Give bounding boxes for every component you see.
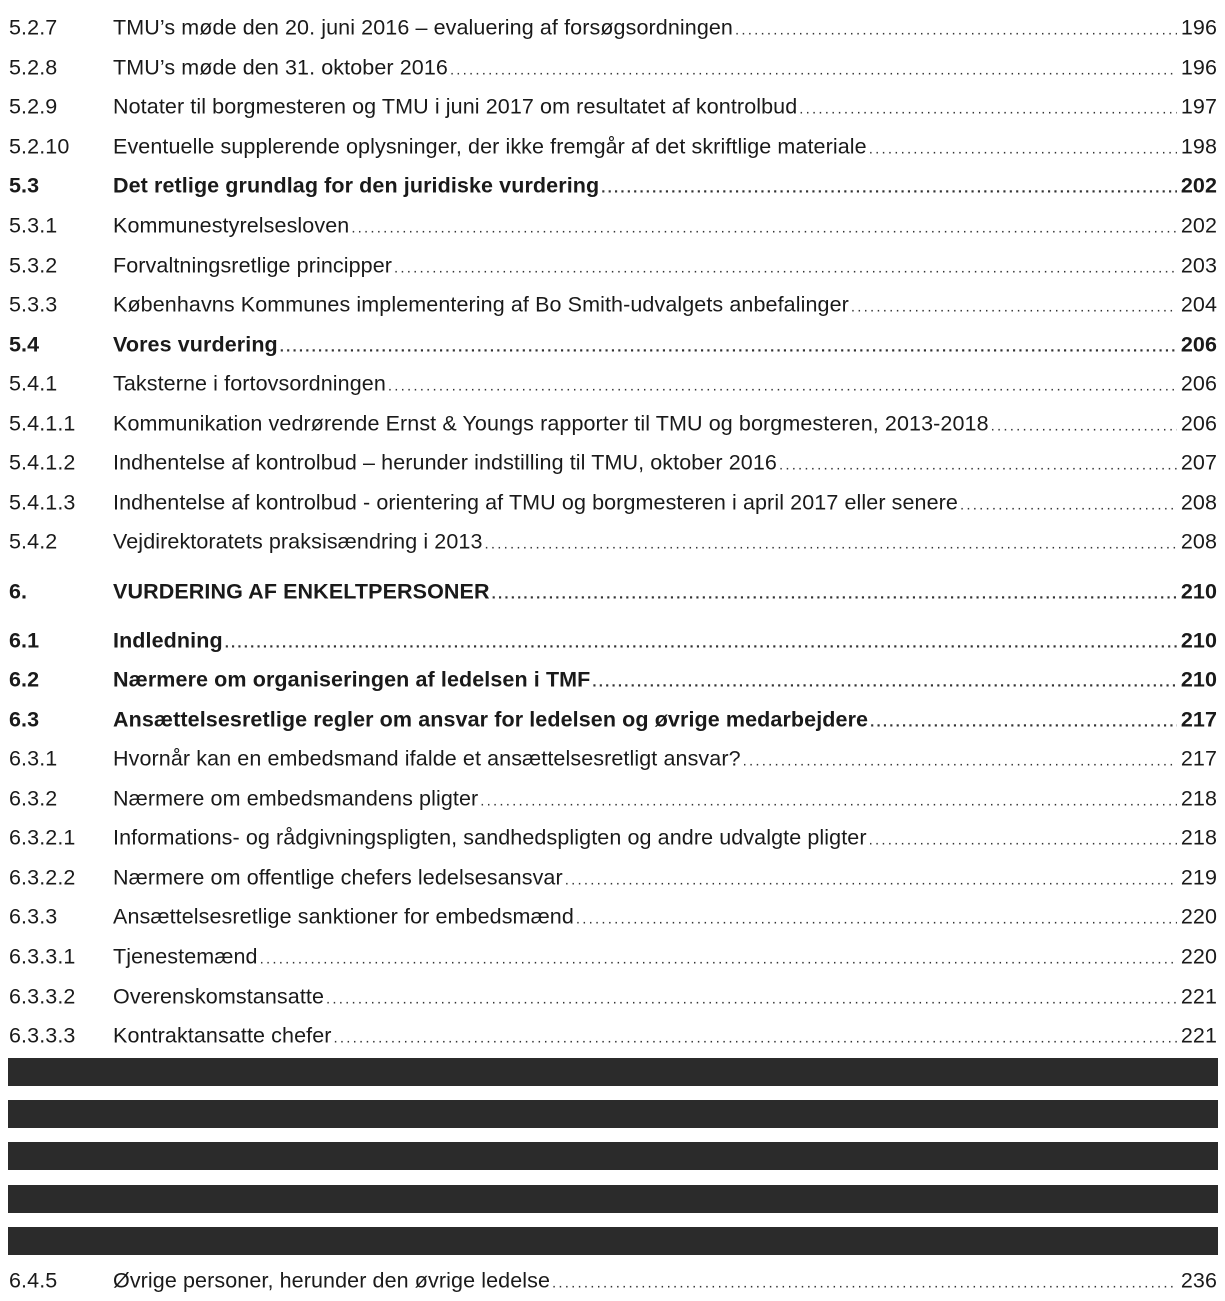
- toc-entry: [0, 246, 1225, 286]
- dot-leader: [394, 260, 1177, 277]
- toc-entry-page: 220: [1180, 904, 1217, 929]
- toc-entry-title: Ansættelsesretlige regler om ansvar for ledelsen og øvrige medarbejdere: [113, 707, 869, 732]
- toc-entry-line: [113, 985, 1217, 1010]
- toc-entry-number: 6.2: [9, 667, 40, 692]
- toc-entry-line: [113, 16, 1217, 41]
- toc-entry-number: 6.3.3.2: [9, 984, 76, 1009]
- toc-entry-title: Indhentelse af kontrolbud – herunder indstilling til TMU, oktober 2016: [113, 450, 777, 475]
- toc-entry: [0, 977, 1225, 1017]
- toc-entry-line: [113, 56, 1217, 81]
- toc-entry-number: 5.3: [9, 173, 40, 198]
- dot-leader: [592, 674, 1176, 691]
- toc-entry-number: 5.3.1: [9, 213, 58, 238]
- toc-entry: [0, 1016, 1225, 1056]
- toc-entry-title: TMU’s møde den 31. oktober 2016: [113, 55, 448, 80]
- toc-entry-title: Kontraktansatte chefer: [113, 1023, 332, 1048]
- toc-entry-title: Nærmere om offentlige chefers ledelsesansvar: [113, 865, 563, 890]
- dot-leader: [225, 635, 1177, 652]
- toc-entry-line: [113, 135, 1217, 160]
- toc-entry-line: [113, 95, 1217, 120]
- toc-entry-page: 220: [1180, 944, 1217, 969]
- toc-entry-number: 6.3.2: [9, 786, 58, 811]
- toc-entry: [0, 8, 1225, 48]
- redaction-bar: [8, 1185, 1218, 1213]
- toc-entry-line: [113, 826, 1217, 851]
- dot-leader: [388, 378, 1177, 395]
- toc-entry-page: 218: [1180, 786, 1217, 811]
- toc-entry-title: VURDERING AF ENKELTPERSONER: [113, 579, 490, 604]
- toc-entry-title: Det retlige grundlag for den juridiske vurdering: [113, 173, 600, 198]
- toc-entry-line: [113, 866, 1217, 891]
- toc-entry-number: 5.4.1: [9, 371, 58, 396]
- toc-entry: [0, 937, 1225, 977]
- toc-entry-page: 221: [1180, 984, 1217, 1009]
- toc-entry-title: Øvrige personer, herunder den øvrige ledelse: [113, 1268, 551, 1293]
- toc-entry: [0, 522, 1225, 562]
- toc-entry-title: Københavns Kommunes implementering af Bo Smith-udvalgets anbefalinger: [113, 292, 849, 317]
- toc-entry-line: [113, 708, 1217, 733]
- toc-entry-line: [113, 905, 1217, 930]
- redaction-bar: [8, 1142, 1218, 1170]
- toc-entry: [0, 127, 1225, 167]
- toc-entry-title: Eventuelle supplerende oplysninger, der ikke fremgår af det skriftlige materiale: [113, 134, 867, 159]
- dot-leader: [351, 220, 1177, 237]
- toc-entry-number: 5.4: [9, 332, 40, 357]
- toc-entry-page: 197: [1180, 94, 1217, 119]
- toc-entry-title: Hvornår kan en embedsmand ifalde et ansættelsesretligt ansvar?: [113, 746, 741, 771]
- toc-entry-page: 210: [1180, 667, 1217, 692]
- toc-entry-line: [113, 668, 1217, 693]
- toc-entry-line: [113, 580, 1217, 605]
- toc-entry-number: 5.2.10: [9, 134, 70, 159]
- toc-entry-number: 6.3: [9, 707, 40, 732]
- dot-leader: [260, 951, 1177, 968]
- toc-entry-number: 6.3.1: [9, 746, 58, 771]
- toc-entry-line: [113, 412, 1217, 437]
- toc-entry-title: Vejdirektoratets praksisændring i 2013: [113, 529, 483, 554]
- toc-entry-line: [113, 254, 1217, 279]
- toc-entry-number: 5.4.1.2: [9, 450, 76, 475]
- toc-entry-page: 218: [1180, 825, 1217, 850]
- dot-leader: [280, 339, 1177, 356]
- dot-leader: [991, 418, 1177, 435]
- toc-entry-page: 202: [1180, 213, 1217, 238]
- dot-leader: [735, 22, 1177, 39]
- toc-entry-line: [113, 787, 1217, 812]
- toc-entry-number: 6.: [9, 579, 28, 604]
- toc-entry-page: 217: [1180, 707, 1217, 732]
- toc-entry-number: 6.3.3.1: [9, 944, 76, 969]
- redaction-bar: [8, 1100, 1218, 1128]
- toc-entry-number: 5.4.1.1: [9, 411, 76, 436]
- toc-entry-number: 6.4.5: [9, 1268, 58, 1293]
- dot-leader: [450, 62, 1177, 79]
- toc-entry-title: Indledning: [113, 628, 223, 653]
- toc-entry-number: 5.2.8: [9, 55, 58, 80]
- toc-entry-title: Kommunestyrelsesloven: [113, 213, 350, 238]
- dot-leader: [869, 141, 1177, 158]
- toc-entry-page: 206: [1180, 371, 1217, 396]
- toc-entry-title: Forvaltningsretlige principper: [113, 253, 393, 278]
- toc-entry-title: Kommunikation vedrørende Ernst & Youngs rapporter til TMU og borgmesteren, 2013-2018: [113, 411, 989, 436]
- toc-entry-number: 5.3.2: [9, 253, 58, 278]
- toc-entry-page: 204: [1180, 292, 1217, 317]
- toc-entry-number: 6.3.3.3: [9, 1023, 76, 1048]
- dot-leader: [870, 714, 1177, 731]
- toc-entry-page: 198: [1180, 134, 1217, 159]
- dot-leader: [799, 101, 1177, 118]
- toc-entry-line: [113, 491, 1217, 516]
- redaction-bar: [8, 1058, 1218, 1086]
- toc-entry-page: 207: [1180, 450, 1217, 475]
- toc-entry-number: 5.2.7: [9, 15, 58, 40]
- toc-entry-line: [113, 214, 1217, 239]
- toc-entry: [0, 325, 1225, 365]
- toc-entry-page: 203: [1180, 253, 1217, 278]
- toc-entry: [0, 87, 1225, 127]
- toc-entry-number: 6.1: [9, 628, 40, 653]
- toc-entry-line: [113, 629, 1217, 654]
- toc-entry-line: [113, 293, 1217, 318]
- toc-entry-page: 236: [1180, 1268, 1217, 1293]
- dot-leader: [851, 299, 1177, 316]
- dot-leader: [565, 872, 1177, 889]
- toc-entry-page: 221: [1180, 1023, 1217, 1048]
- toc-entry: [0, 858, 1225, 898]
- toc-entry: [0, 700, 1225, 740]
- toc-entry-title: Tjenestemænd: [113, 944, 258, 969]
- toc-entry-page: 219: [1180, 865, 1217, 890]
- toc-entry: [0, 621, 1225, 661]
- dot-leader: [480, 793, 1177, 810]
- toc-entry-title: Vores vurdering: [113, 332, 278, 357]
- dot-leader: [485, 536, 1177, 553]
- toc-entry-line: [113, 372, 1217, 397]
- toc-entry-line: [113, 1024, 1217, 1049]
- toc-entry-title: Nærmere om embedsmandens pligter: [113, 786, 479, 811]
- toc-entry: [0, 739, 1225, 779]
- toc-entry-page: 208: [1180, 529, 1217, 554]
- toc-entry: [0, 1261, 1225, 1301]
- toc-entry-line: [113, 174, 1217, 199]
- toc-entry-title: Overenskomstansatte: [113, 984, 325, 1009]
- toc-entry: [0, 166, 1225, 206]
- toc-entry-title: Indhentelse af kontrolbud - orientering af TMU og borgmesteren i april 2017 eller senere: [113, 490, 958, 515]
- toc-entry-page: 196: [1180, 55, 1217, 80]
- dot-leader: [743, 753, 1177, 770]
- toc-entry-title: Notater til borgmesteren og TMU i juni 2017 om resultatet af kontrolbud: [113, 94, 798, 119]
- toc-entry-page: 210: [1180, 628, 1217, 653]
- toc-entry-page: 210: [1180, 579, 1217, 604]
- redaction-bar: [8, 1227, 1218, 1255]
- dot-leader: [334, 1030, 1177, 1047]
- toc-entry: [0, 818, 1225, 858]
- toc-entry: [0, 206, 1225, 246]
- toc-entry-line: [113, 945, 1217, 970]
- toc-entry: [0, 443, 1225, 483]
- toc-entry-title: Informations- og rådgivningspligten, sandhedspligten og andre udvalgte pligter: [113, 825, 867, 850]
- toc-entry: [0, 572, 1225, 612]
- toc-entry-page: 206: [1180, 332, 1217, 357]
- toc-entry-title: Nærmere om organiseringen af ledelsen i TMF: [113, 667, 591, 692]
- toc-entry: [0, 285, 1225, 325]
- toc-entry-title: Ansættelsesretlige sanktioner for embedsmænd: [113, 904, 574, 929]
- dot-leader: [576, 911, 1177, 928]
- toc-entry-page: 206: [1180, 411, 1217, 436]
- toc-entry: [0, 660, 1225, 700]
- toc-entry-line: [113, 1269, 1217, 1294]
- toc-entry-page: 208: [1180, 490, 1217, 515]
- dot-leader: [779, 457, 1177, 474]
- toc-entry-number: 5.3.3: [9, 292, 58, 317]
- toc-entry-number: 5.4.1.3: [9, 490, 76, 515]
- toc-entry-line: [113, 451, 1217, 476]
- toc-entry: [0, 897, 1225, 937]
- toc-entry-line: [113, 530, 1217, 555]
- toc-entry: [0, 779, 1225, 819]
- dot-leader: [601, 180, 1177, 197]
- toc-entry-line: [113, 333, 1217, 358]
- toc-entry-page: 217: [1180, 746, 1217, 771]
- dot-leader: [960, 497, 1177, 514]
- dot-leader: [869, 832, 1177, 849]
- toc-entry-page: 196: [1180, 15, 1217, 40]
- dot-leader: [492, 586, 1177, 603]
- toc-entry-number: 6.3.3: [9, 904, 58, 929]
- toc-entry: [0, 48, 1225, 88]
- toc-entry-number: 5.2.9: [9, 94, 58, 119]
- toc-entry: [0, 404, 1225, 444]
- toc-entry-line: [113, 747, 1217, 772]
- toc-entry: [0, 483, 1225, 523]
- toc-entry-title: Taksterne i fortovsordningen: [113, 371, 386, 396]
- toc-entry-title: TMU’s møde den 20. juni 2016 – evaluering af forsøgsordningen: [113, 15, 733, 40]
- toc-entry: [0, 364, 1225, 404]
- dot-leader: [552, 1275, 1177, 1292]
- toc-entry-number: 6.3.2.1: [9, 825, 76, 850]
- toc-entry-page: 202: [1180, 173, 1217, 198]
- dot-leader: [326, 991, 1177, 1008]
- toc-entry-number: 5.4.2: [9, 529, 58, 554]
- toc-entry-number: 6.3.2.2: [9, 865, 76, 890]
